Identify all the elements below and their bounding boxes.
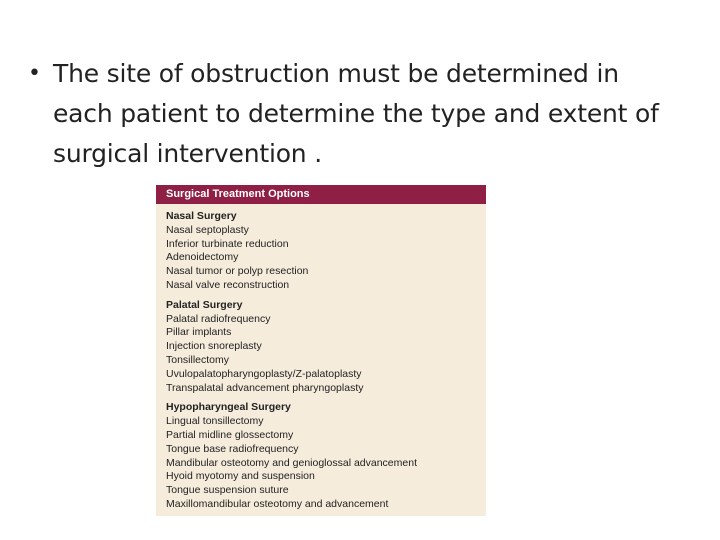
bullet-point: [28, 54, 678, 174]
bullet-icon: •: [28, 61, 41, 86]
table-title: Surgical Treatment Options: [156, 185, 486, 204]
list-item: Partial midline glossectomy: [166, 428, 294, 441]
section-nasal-surgery: [156, 210, 486, 293]
list-item: Mandibular osteotomy and genioglossal advancement: [166, 456, 417, 469]
list-item: Lingual tonsillectomy: [166, 415, 264, 428]
list-item: Maxillomandibular osteotomy and advancement: [166, 497, 389, 510]
section-title: Palatal Surgery: [166, 298, 243, 311]
list-item: Hyoid myotomy and suspension: [166, 470, 315, 483]
list-item: Tongue base radiofrequency: [166, 442, 299, 455]
section-hypopharyngeal-surgery: [156, 401, 486, 511]
list-item: Palatal radiofrequency: [166, 312, 271, 325]
surgical-treatment-options-table: [156, 185, 486, 516]
section-title: Nasal Surgery: [166, 210, 237, 222]
list-item: Transpalatal advancement pharyngoplasty: [166, 381, 364, 394]
list-item: Nasal valve reconstruction: [166, 278, 290, 291]
list-item: Tonsillectomy: [166, 353, 230, 366]
list-item: Pillar implants: [166, 326, 232, 339]
list-item: Nasal septoplasty: [166, 223, 249, 236]
list-item: Tongue suspension suture: [166, 484, 289, 497]
list-item: Nasal tumor or polyp resection: [166, 265, 309, 278]
list-item: Adenoidectomy: [166, 251, 239, 264]
list-item: Injection snoreplasty: [166, 340, 262, 353]
section-title: Hypopharyngeal Surgery: [166, 401, 291, 414]
section-palatal-surgery: [156, 299, 486, 396]
list-item: Inferior turbinate reduction: [166, 237, 289, 250]
list-item: Uvulopalatopharyngoplasty/Z-palatoplasty: [166, 367, 362, 380]
bullet-text: The site of obstruction must be determined in each patient to determine the type and extent of surgical intervention .: [53, 59, 659, 168]
